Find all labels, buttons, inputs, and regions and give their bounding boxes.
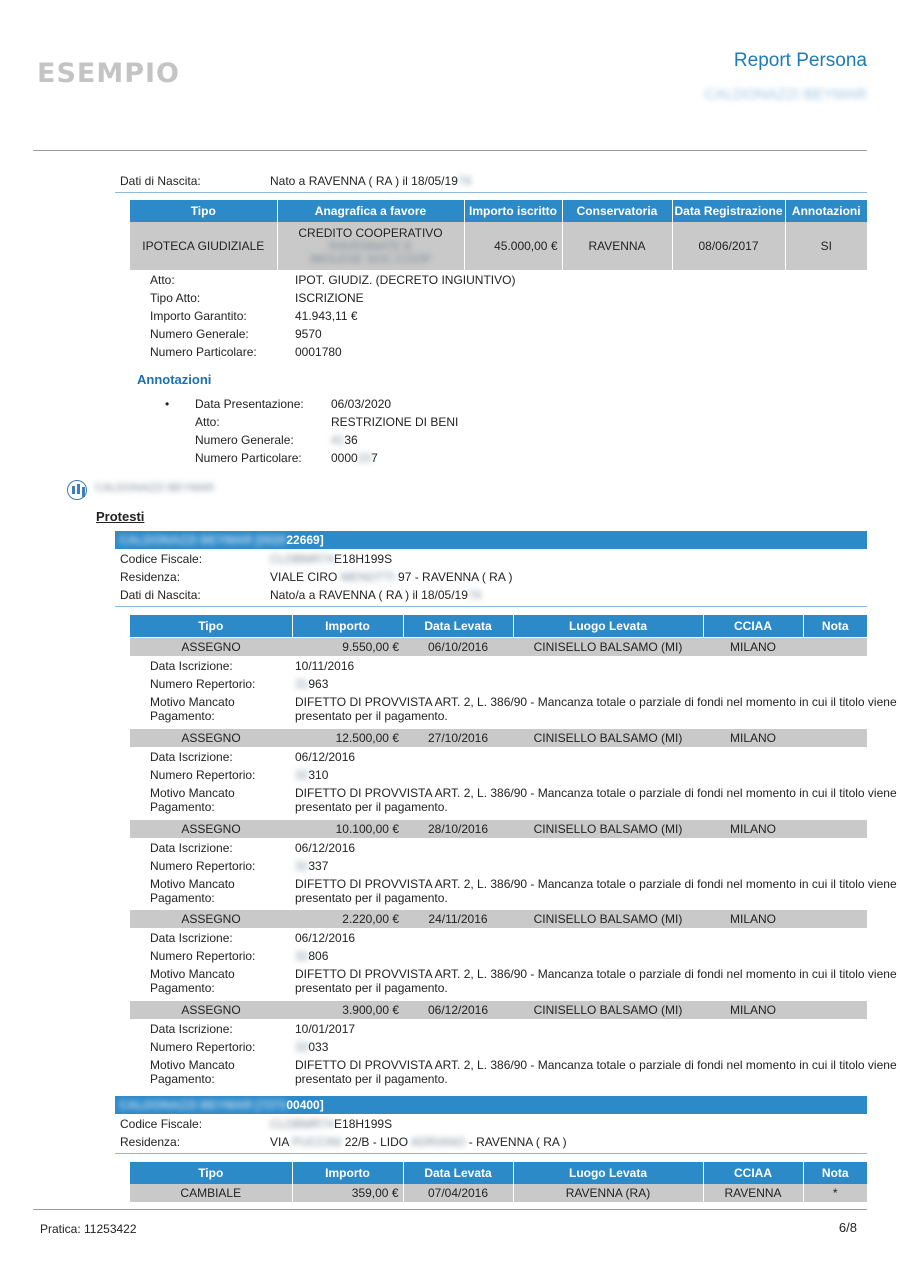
detail-label: Numero Repertorio: xyxy=(150,768,256,782)
detail-label: Pagamento: xyxy=(150,1072,215,1086)
protesti-table xyxy=(130,1162,867,1202)
col-data-levata: Data Levata xyxy=(403,1162,513,1184)
page-number: 6/8 xyxy=(838,1220,857,1235)
pratica-number: Pratica: 11253422 xyxy=(40,1222,137,1236)
repertorio-value: 32310 xyxy=(295,768,329,782)
detail-label: Data Iscrizione: xyxy=(150,841,233,855)
detail-label: Numero Repertorio: xyxy=(150,859,256,873)
table-row: ASSEGNO 9.550,00 € 06/10/2016 CINISELLO BALSAMO (MI) MILANO xyxy=(130,638,867,656)
col-luogo-levata: Luogo Levata xyxy=(513,1162,703,1184)
motivo-value: presentato per il pagamento. xyxy=(295,709,448,723)
report-title: Report Persona xyxy=(733,50,867,71)
table-header-row xyxy=(130,615,867,637)
footer-divider xyxy=(33,1209,867,1210)
header-divider xyxy=(33,150,867,151)
motivo-value: DIFETTO DI PROVVISTA ART. 2, L. 386/90 - Mancanza totale o parziale di fondi nel momento in cui il titolo viene xyxy=(295,877,897,891)
birth-label: Dati di Nascita: xyxy=(120,174,201,188)
col-cciaa: CCIAA xyxy=(703,615,803,637)
detail-label: Pagamento: xyxy=(150,709,215,723)
col-anagrafica: Anagrafica a favore xyxy=(277,200,464,222)
residenza-value: VIA PUCCINI 22/B - LIDO ADRIANO - RAVENNA ( RA ) xyxy=(270,1135,567,1149)
col-luogo-levata: Luogo Levata xyxy=(513,615,703,637)
motivo-value: DIFETTO DI PROVVISTA ART. 2, L. 386/90 - Mancanza totale o parziale di fondi nel momento in cui il titolo viene xyxy=(295,967,897,981)
birth-value: Nato a RAVENNA ( RA ) il 18/05/1974 xyxy=(270,174,472,188)
residenza-value: VIALE CIRO MENOTTI 97 - RAVENNA ( RA ) xyxy=(270,570,513,584)
cell-data-registrazione: 08/06/2017 xyxy=(672,222,785,270)
repertorio-value: 32806 xyxy=(295,949,329,963)
col-tipo: Tipo xyxy=(130,615,292,637)
iscrizione-value: 06/12/2016 xyxy=(295,750,356,764)
table-row xyxy=(130,222,867,270)
table-header-row xyxy=(130,200,867,222)
detail-label: Pagamento: xyxy=(150,800,215,814)
detail-label: Motivo Mancato xyxy=(150,967,235,981)
protesti-table-header xyxy=(130,615,867,637)
iscrizione-value: 10/01/2017 xyxy=(295,1022,356,1036)
motivo-value: presentato per il pagamento. xyxy=(295,1072,448,1086)
divider xyxy=(115,1153,867,1154)
col-cciaa: CCIAA xyxy=(703,1162,803,1184)
iscrizione-value: 10/11/2016 xyxy=(295,659,355,673)
annotazioni-heading: Annotazioni xyxy=(137,372,212,387)
motivo-value: DIFETTO DI PROVVISTA ART. 2, L. 386/90 - Mancanza totale o parziale di fondi nel momento in cui il titolo viene xyxy=(295,1058,897,1072)
detail-label: Pagamento: xyxy=(150,891,215,905)
iscrizione-value: 06/12/2016 xyxy=(295,841,356,855)
ipoteca-table xyxy=(130,200,867,270)
detail-label: Numero Repertorio: xyxy=(150,677,256,691)
detail-label: Numero Repertorio: xyxy=(150,1040,256,1054)
cell-anagrafica: CREDITO COOPERATIVO RAVENNATE E IMOLESE SOC.COOP xyxy=(277,222,464,270)
masked-text: 74 xyxy=(457,174,472,188)
watermark-text: ESEMPIO xyxy=(37,58,180,89)
detail-label: Numero Repertorio: xyxy=(150,949,256,963)
protesti-heading: Protesti xyxy=(96,509,145,524)
cell-tipo: IPOTECA GIUDIZIALE xyxy=(130,222,277,270)
col-importo: Importo xyxy=(292,1162,403,1184)
person-bar: CALDONAZZI BEYMAR [727300400] xyxy=(115,1096,867,1114)
detail-label: Motivo Mancato xyxy=(150,786,235,800)
col-importo: Importo xyxy=(292,615,403,637)
detail-label: Motivo Mancato xyxy=(150,695,235,709)
table-row: ASSEGNO 3.900,00 € 06/12/2016 CINISELLO BALSAMO (MI) MILANO xyxy=(130,1001,867,1019)
table-row: ASSEGNO 12.500,00 € 27/10/2016 CINISELLO BALSAMO (MI) MILANO xyxy=(130,729,867,747)
col-importo: Importo iscritto xyxy=(464,200,562,222)
motivo-value: presentato per il pagamento. xyxy=(295,891,448,905)
detail-label: Data Iscrizione: xyxy=(150,1022,233,1036)
repertorio-value: 33033 xyxy=(295,1040,329,1054)
detail-label: Data Iscrizione: xyxy=(150,931,233,945)
section-person-name: CALDONAZZI BEYMAR xyxy=(95,482,215,494)
motivo-value: presentato per il pagamento. xyxy=(295,800,448,814)
col-nota: Nota xyxy=(803,615,867,637)
building-report-icon xyxy=(67,480,87,500)
divider xyxy=(115,606,867,607)
col-data-levata: Data Levata xyxy=(403,615,513,637)
motivo-value: presentato per il pagamento. xyxy=(295,981,448,995)
motivo-value: DIFETTO DI PROVVISTA ART. 2, L. 386/90 - Mancanza totale o parziale di fondi nel momento in cui il titolo viene xyxy=(295,786,897,800)
codice-fiscale-value: CLDBMR74E18H199S xyxy=(270,552,393,566)
iscrizione-value: 06/12/2016 xyxy=(295,931,356,945)
col-data-registrazione: Data Registrazione xyxy=(672,200,785,222)
col-nota: Nota xyxy=(803,1162,867,1184)
col-annotazioni: Annotazioni xyxy=(785,200,867,222)
detail-label: Data Iscrizione: xyxy=(150,750,233,764)
col-conservatoria: Conservatoria xyxy=(562,200,672,222)
bullet: • xyxy=(165,397,170,411)
codice-fiscale-value: CLDBMR74E18H199S xyxy=(270,1117,393,1131)
table-row: CAMBIALE 359,00 € 07/04/2016 RAVENNA (RA) RAVENNA * xyxy=(130,1184,867,1202)
cell-annotazioni: SI xyxy=(785,222,867,270)
detail-label: Data Iscrizione: xyxy=(150,659,233,673)
cell-importo: 45.000,00 € xyxy=(464,222,562,270)
col-tipo: Tipo xyxy=(130,1162,292,1184)
col-tipo: Tipo xyxy=(130,200,277,222)
table-row: ASSEGNO 2.220,00 € 24/11/2016 CINISELLO BALSAMO (MI) MILANO xyxy=(130,910,867,928)
repertorio-value: 31963 xyxy=(295,677,329,691)
table-row: ASSEGNO 10.100,00 € 28/10/2016 CINISELLO BALSAMO (MI) MILANO xyxy=(130,820,867,838)
detail-label: Motivo Mancato xyxy=(150,1058,235,1072)
divider xyxy=(115,192,867,193)
motivo-value: DIFETTO DI PROVVISTA ART. 2, L. 386/90 - Mancanza totale o parziale di fondi nel momento in cui il titolo viene xyxy=(295,695,897,709)
detail-label: Pagamento: xyxy=(150,981,215,995)
cell-conservatoria: RAVENNA xyxy=(562,222,672,270)
birth-value: Nato/a a RAVENNA ( RA ) il 18/05/1974 xyxy=(270,588,482,602)
detail-label: Motivo Mancato xyxy=(150,877,235,891)
repertorio-value: 32337 xyxy=(295,859,329,873)
person-bar: CALDONAZZI BEYMAR [002022669] xyxy=(115,531,867,549)
table-header-row xyxy=(130,1162,867,1184)
report-subject-name: CALDONAZZI BEYMAR xyxy=(704,86,867,103)
